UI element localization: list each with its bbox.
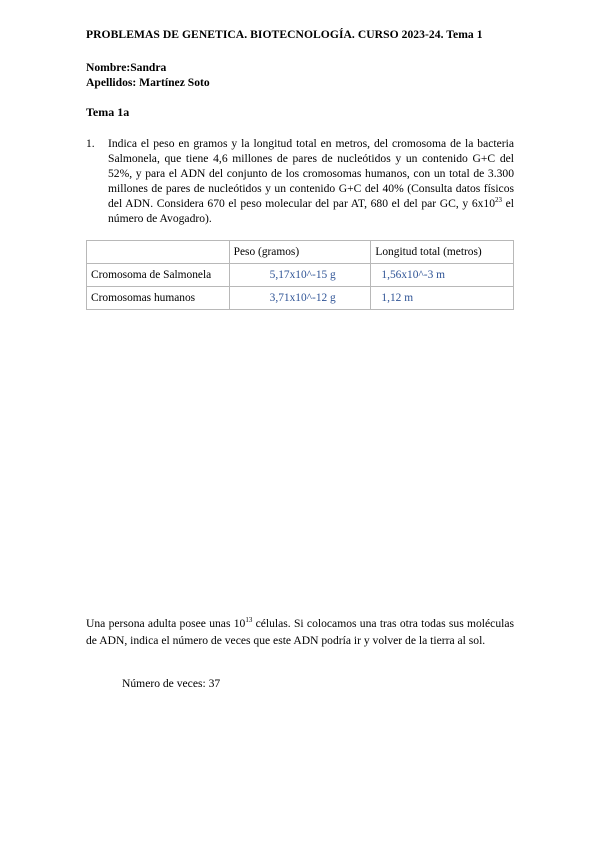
table-header-empty [87, 241, 230, 264]
student-name: Nombre:Sandra [86, 61, 167, 74]
table-header-longitud: Longitud total (metros) [371, 241, 514, 264]
question-1-number: 1. [86, 137, 95, 150]
question-2-text: Una persona adulta posee unas $10^{13}$ células. Si colocamos una tras otra todas sus moléculas de ADN, indica el número de veces que este ADN podría ir y volver de la tierra al sol. [86, 616, 514, 647]
row-label: Cromosoma de Salmonela [87, 264, 230, 287]
table-row [87, 287, 514, 310]
row-label: Cromosomas humanos [87, 287, 230, 310]
table-header-row [87, 241, 514, 264]
document-title: PROBLEMAS DE GENETICA. BIOTECNOLOGÍA. CURSO 2023-24. Tema 1 [86, 28, 483, 41]
student-surname: Apellidos: Martínez Soto [86, 76, 210, 89]
question-1-text: Indica el peso en gramos y la longitud total en metros, del cromosoma de la bacteria Salmonela, que tiene 4,6 millones de pares de nucleótidos y un contenido G+C del 52%, y para el ADN del conjunto de los cromosomas humanos, con un total de 3.300 millones de pares de nucleótidos y un contenido G+C del 40% (Consulta datos físicos del ADN. Considera 670 el peso molecular del par AT, 680 el del par GC, y $6x10^{23}$ el número de Avogadro). [108, 137, 514, 225]
longitud-value[interactable]: 1,12 m [371, 287, 514, 310]
answer-text[interactable]: Número de veces: 37 [122, 677, 221, 690]
cells-exponent: 13 [245, 616, 253, 625]
results-table [86, 240, 514, 310]
section-title: Tema 1a [86, 105, 130, 119]
avogadro-exponent: 23 [495, 196, 503, 205]
peso-value[interactable]: 5,17x10^-15 g [229, 264, 371, 287]
peso-value[interactable]: 3,71x10^-12 g [229, 287, 371, 310]
table-row [87, 264, 514, 287]
longitud-value[interactable]: 1,56x10^-3 m [371, 264, 514, 287]
table-header-peso: Peso (gramos) [229, 241, 371, 264]
question-1 [86, 136, 514, 226]
